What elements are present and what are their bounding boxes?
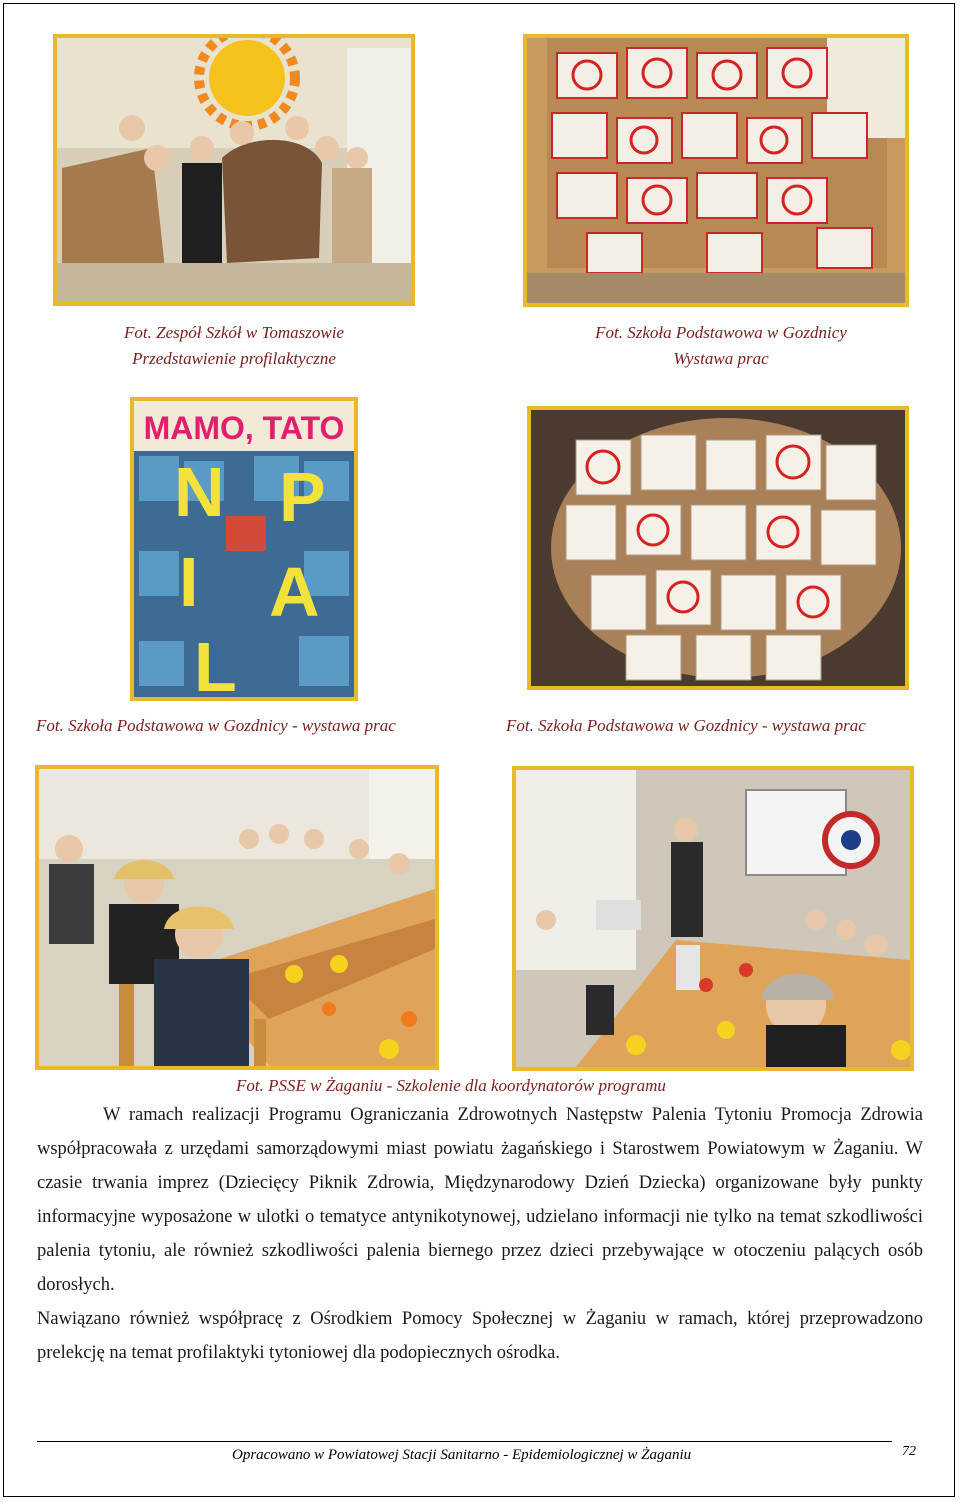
caption-photo-mamo-tato-board: Fot. Szkoła Podstawowa w Gozdnicy - wystawa prac (36, 716, 396, 735)
photo-training-room-right (512, 766, 914, 1071)
poster-letter-i: I (179, 543, 199, 621)
caption-line-1: Fot. Szkoła Podstawowa w Gozdnicy (595, 323, 847, 342)
caption-line-1: Fot. Zespół Szkół w Tomaszowie (124, 323, 344, 342)
caption-line-2: Przedstawienie profilaktyczne (132, 349, 336, 368)
photo-exhibition-board (527, 406, 909, 690)
photo-mamo-tato-board (130, 397, 358, 701)
page-number: 72 (902, 1444, 916, 1459)
paragraph-2 (37, 1302, 923, 1370)
caption-photo-poster-exhibition (523, 320, 919, 372)
paragraph-1 (37, 1098, 923, 1302)
caption-photo-training: Fot. PSSE w Żaganiu - Szkolenie dla koordynatorów programu (236, 1076, 666, 1095)
paragraph-1-text: W ramach realizacji Programu Ograniczania Zdrowotnych Następstw Palenia Tytoniu Promocja Zdrowia współpracowała z urzędami samorządowymi miast powiatu żagańskiego i Starostwem Powiatowym w Żaganiu. W czasie trwania imprez (Dziecięcy Piknik Zdrowia, Międzynarodowy Dzień Dziecka) organizowane były punkty informacyjne wyposażone w ulotki o tematyce antynikotynowej, udzielano informacji nie tylko na temat szkodliwości palenia tytoniu, ale również szkodliwości palenia biernego przez dzieci przebywające w otoczeniu palących osób dorosłych. (37, 1105, 923, 1295)
photo-poster-exhibition (523, 34, 909, 307)
paragraph-2-text: Nawiązano również współpracę z Ośrodkiem Pomocy Społecznej w Żaganiu w ramach, której przeprowadzono prelekcję na temat profilaktyki tytoniowej dla podopiecznych ośrodka. (37, 1309, 923, 1363)
poster-letter-p: P (279, 458, 326, 536)
photo-school-play (53, 34, 415, 306)
photo-training-room-left (35, 765, 439, 1070)
footer-divider (37, 1441, 892, 1442)
caption-photo-exhibition-board: Fot. Szkoła Podstawowa w Gozdnicy - wystawa prac (506, 716, 866, 735)
caption-photo-school-play (53, 320, 415, 372)
poster-letter-a: A (269, 553, 320, 631)
footer-text: Opracowano w Powiatowej Stacji Sanitarno - Epidemiologicznej w Żaganiu (232, 1447, 692, 1463)
poster-title-text: MAMO, TATO (143, 410, 345, 446)
body-text (37, 1098, 923, 1370)
caption-line-2: Wystawa prac (673, 349, 769, 368)
poster-letter-l: L (194, 628, 237, 697)
poster-letter-n: N (174, 453, 225, 531)
